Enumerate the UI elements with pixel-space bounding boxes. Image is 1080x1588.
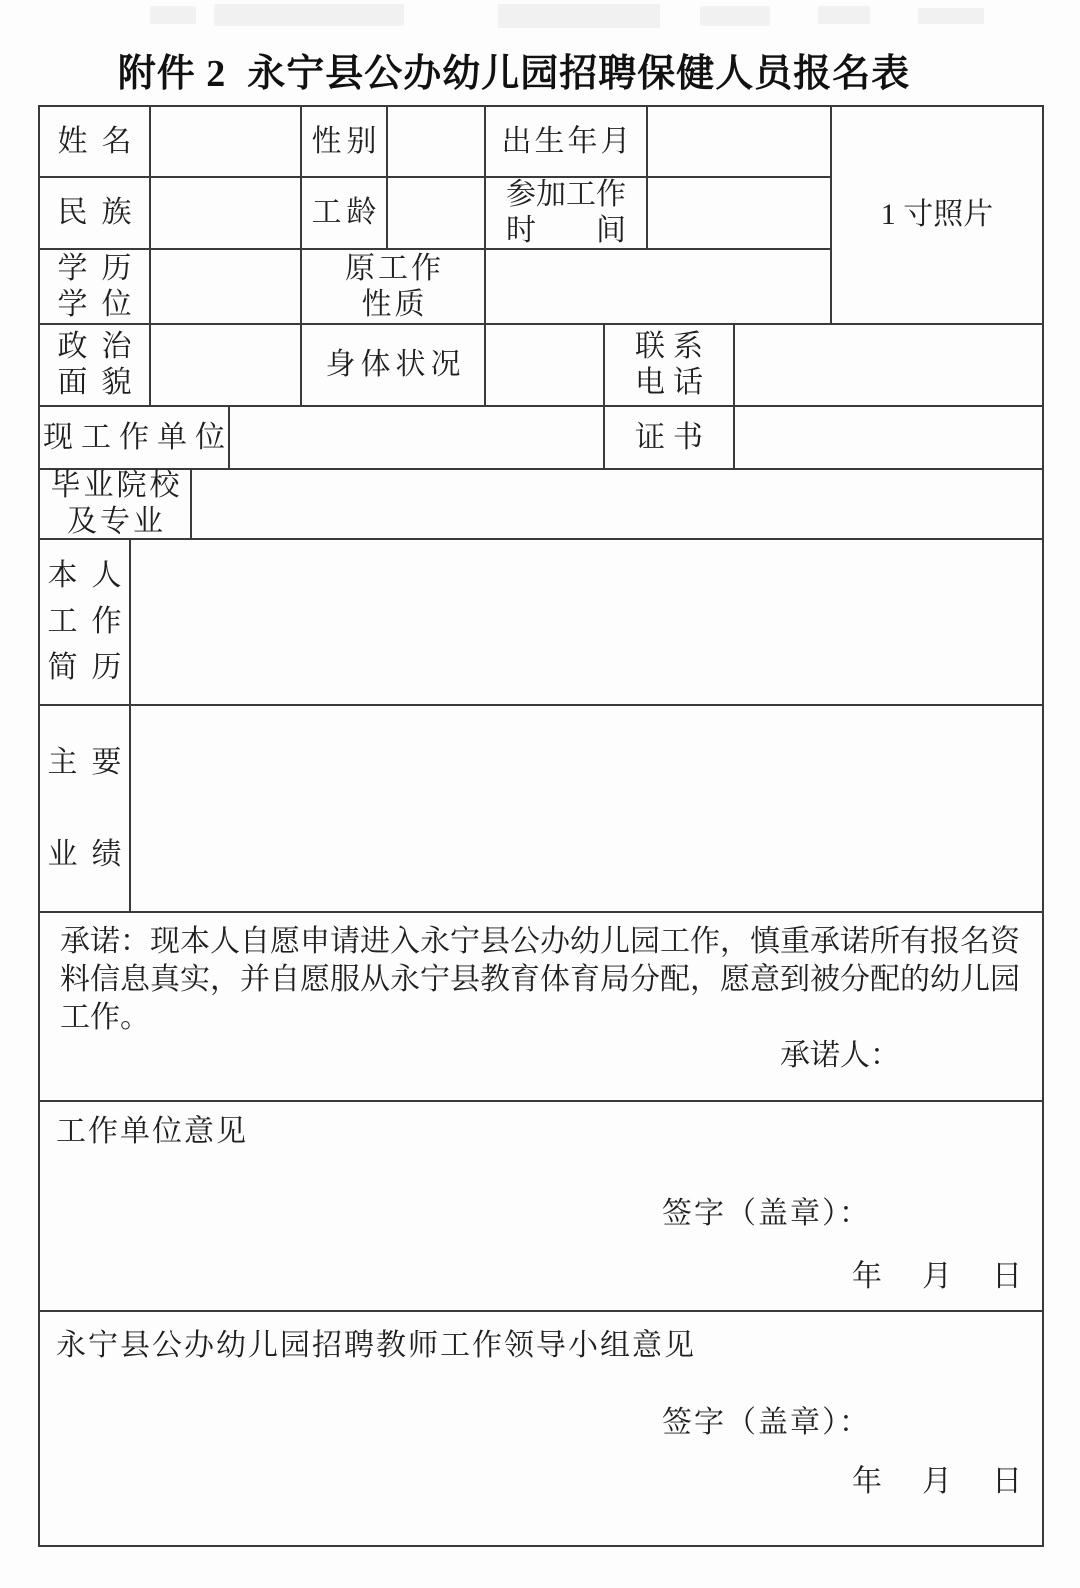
- school-major-label-line2: 及专业: [67, 505, 166, 538]
- photo-placeholder-label: 1 寸照片: [880, 198, 994, 231]
- birthdate-label: 出生年月: [501, 124, 634, 158]
- resume-value-cell: [131, 540, 1042, 706]
- prev-work-label-line2: 性质: [361, 287, 428, 321]
- date-year-label: 年: [852, 1465, 882, 1498]
- achievements-label-cell: [40, 706, 136, 913]
- name-label: 姓名: [57, 124, 146, 158]
- committee-opinion-title: 永宁县公办幼儿园招聘教师工作领导小组意见: [56, 1329, 696, 1362]
- application-form-table: [38, 105, 1044, 1547]
- employer-opinion-section: [40, 1102, 1042, 1312]
- scan-artifact: [150, 6, 196, 24]
- employer-label: 现工作单位: [43, 420, 233, 454]
- scan-artifact: [818, 6, 870, 24]
- employer-opinion-date-line: [852, 1259, 1022, 1295]
- ethnicity-value-cell: [151, 178, 302, 250]
- date-day-label: 日: [992, 1260, 1022, 1293]
- employer-label-cell: [40, 407, 233, 470]
- political-status-label-line2: 面貌: [57, 366, 146, 399]
- photo-cell: [832, 107, 1042, 325]
- resume-label-line3: 简历: [47, 651, 136, 684]
- phone-value-cell: [735, 325, 1042, 407]
- ethnicity-label-cell: [40, 178, 151, 250]
- scan-artifact: [700, 6, 770, 26]
- gender-label: 性别: [311, 124, 382, 158]
- phone-label-cell: [605, 325, 735, 407]
- school-major-label-cell: [40, 470, 192, 540]
- work-start-value-cell: [648, 178, 832, 250]
- health-label: 身体状况: [325, 348, 466, 381]
- committee-opinion-sign-label: 签字（盖章）：: [662, 1406, 871, 1439]
- gender-value-cell: [388, 107, 486, 178]
- achievements-value-cell: [131, 706, 1042, 913]
- phone-label-line1: 联系: [635, 330, 711, 363]
- achievements-label-line2: 业绩: [47, 837, 136, 871]
- scan-artifact: [918, 8, 984, 24]
- school-major-value-cell: [192, 470, 1042, 540]
- scan-artifact: [498, 4, 660, 28]
- prev-work-value-cell: [486, 250, 832, 325]
- birthdate-value-cell: [648, 107, 832, 178]
- education-value-cell: [151, 250, 302, 325]
- certificate-label: 证书: [635, 420, 711, 454]
- political-status-label-line1: 政治: [57, 330, 146, 363]
- prev-work-label-line1: 原工作: [345, 251, 444, 285]
- name-label-cell: [40, 107, 151, 178]
- scan-artifact: [214, 4, 404, 26]
- date-day-label: 日: [992, 1465, 1022, 1498]
- page-title: 附件 2 永宁县公办幼儿园招聘保健人员报名表: [117, 53, 911, 95]
- education-label-line2: 学位: [57, 287, 146, 321]
- school-major-label-line1: 毕业院校: [50, 469, 183, 502]
- health-value-cell: [486, 325, 605, 407]
- certificate-label-cell: [605, 407, 735, 470]
- education-label-line1: 学历: [57, 251, 146, 285]
- pledge-section: [40, 913, 1042, 1102]
- committee-opinion-section: [40, 1312, 1042, 1545]
- ethnicity-label: 民族: [57, 196, 146, 229]
- seniority-label-cell: [302, 178, 388, 250]
- work-start-label-line2: 时 间: [506, 214, 626, 247]
- resume-label-cell: [40, 540, 136, 706]
- employer-value-cell: [230, 407, 605, 470]
- certificate-value-cell: [735, 407, 1042, 470]
- date-month-label: 月: [922, 1260, 952, 1293]
- employer-opinion-sign-label: 签字（盖章）：: [662, 1197, 871, 1230]
- resume-label-line1: 本人: [47, 559, 136, 592]
- birthdate-label-cell: [486, 107, 648, 178]
- achievements-label-line1: 主要: [47, 745, 136, 779]
- gender-label-cell: [302, 107, 388, 178]
- political-status-value-cell: [151, 325, 302, 407]
- political-status-label-cell: [40, 325, 151, 407]
- education-label-cell: [40, 250, 151, 325]
- work-start-label-line1: 参加工作: [506, 178, 626, 211]
- seniority-value-cell: [388, 178, 486, 250]
- pledge-signer-label: 承诺人：: [780, 1039, 900, 1072]
- prev-work-label-cell: [302, 250, 486, 325]
- employer-opinion-title: 工作单位意见: [56, 1115, 248, 1148]
- health-label-cell: [302, 325, 486, 407]
- date-line: [852, 1464, 1022, 1500]
- seniority-label: 工龄: [311, 196, 382, 229]
- date-month-label: 月: [922, 1465, 952, 1498]
- resume-label-line2: 工作: [47, 605, 136, 638]
- work-start-label-cell: [486, 178, 648, 250]
- pledge-text: 承诺：现本人自愿申请进入永宁县公办幼儿园工作，慎重承诺所有报名资料信息真实，并自愿服从永宁县教育体育局分配，愿意到被分配的幼儿园工作。: [60, 925, 1020, 1034]
- date-year-label: 年: [852, 1260, 882, 1293]
- phone-label-line2: 电话: [635, 366, 711, 399]
- name-value-cell: [151, 107, 302, 178]
